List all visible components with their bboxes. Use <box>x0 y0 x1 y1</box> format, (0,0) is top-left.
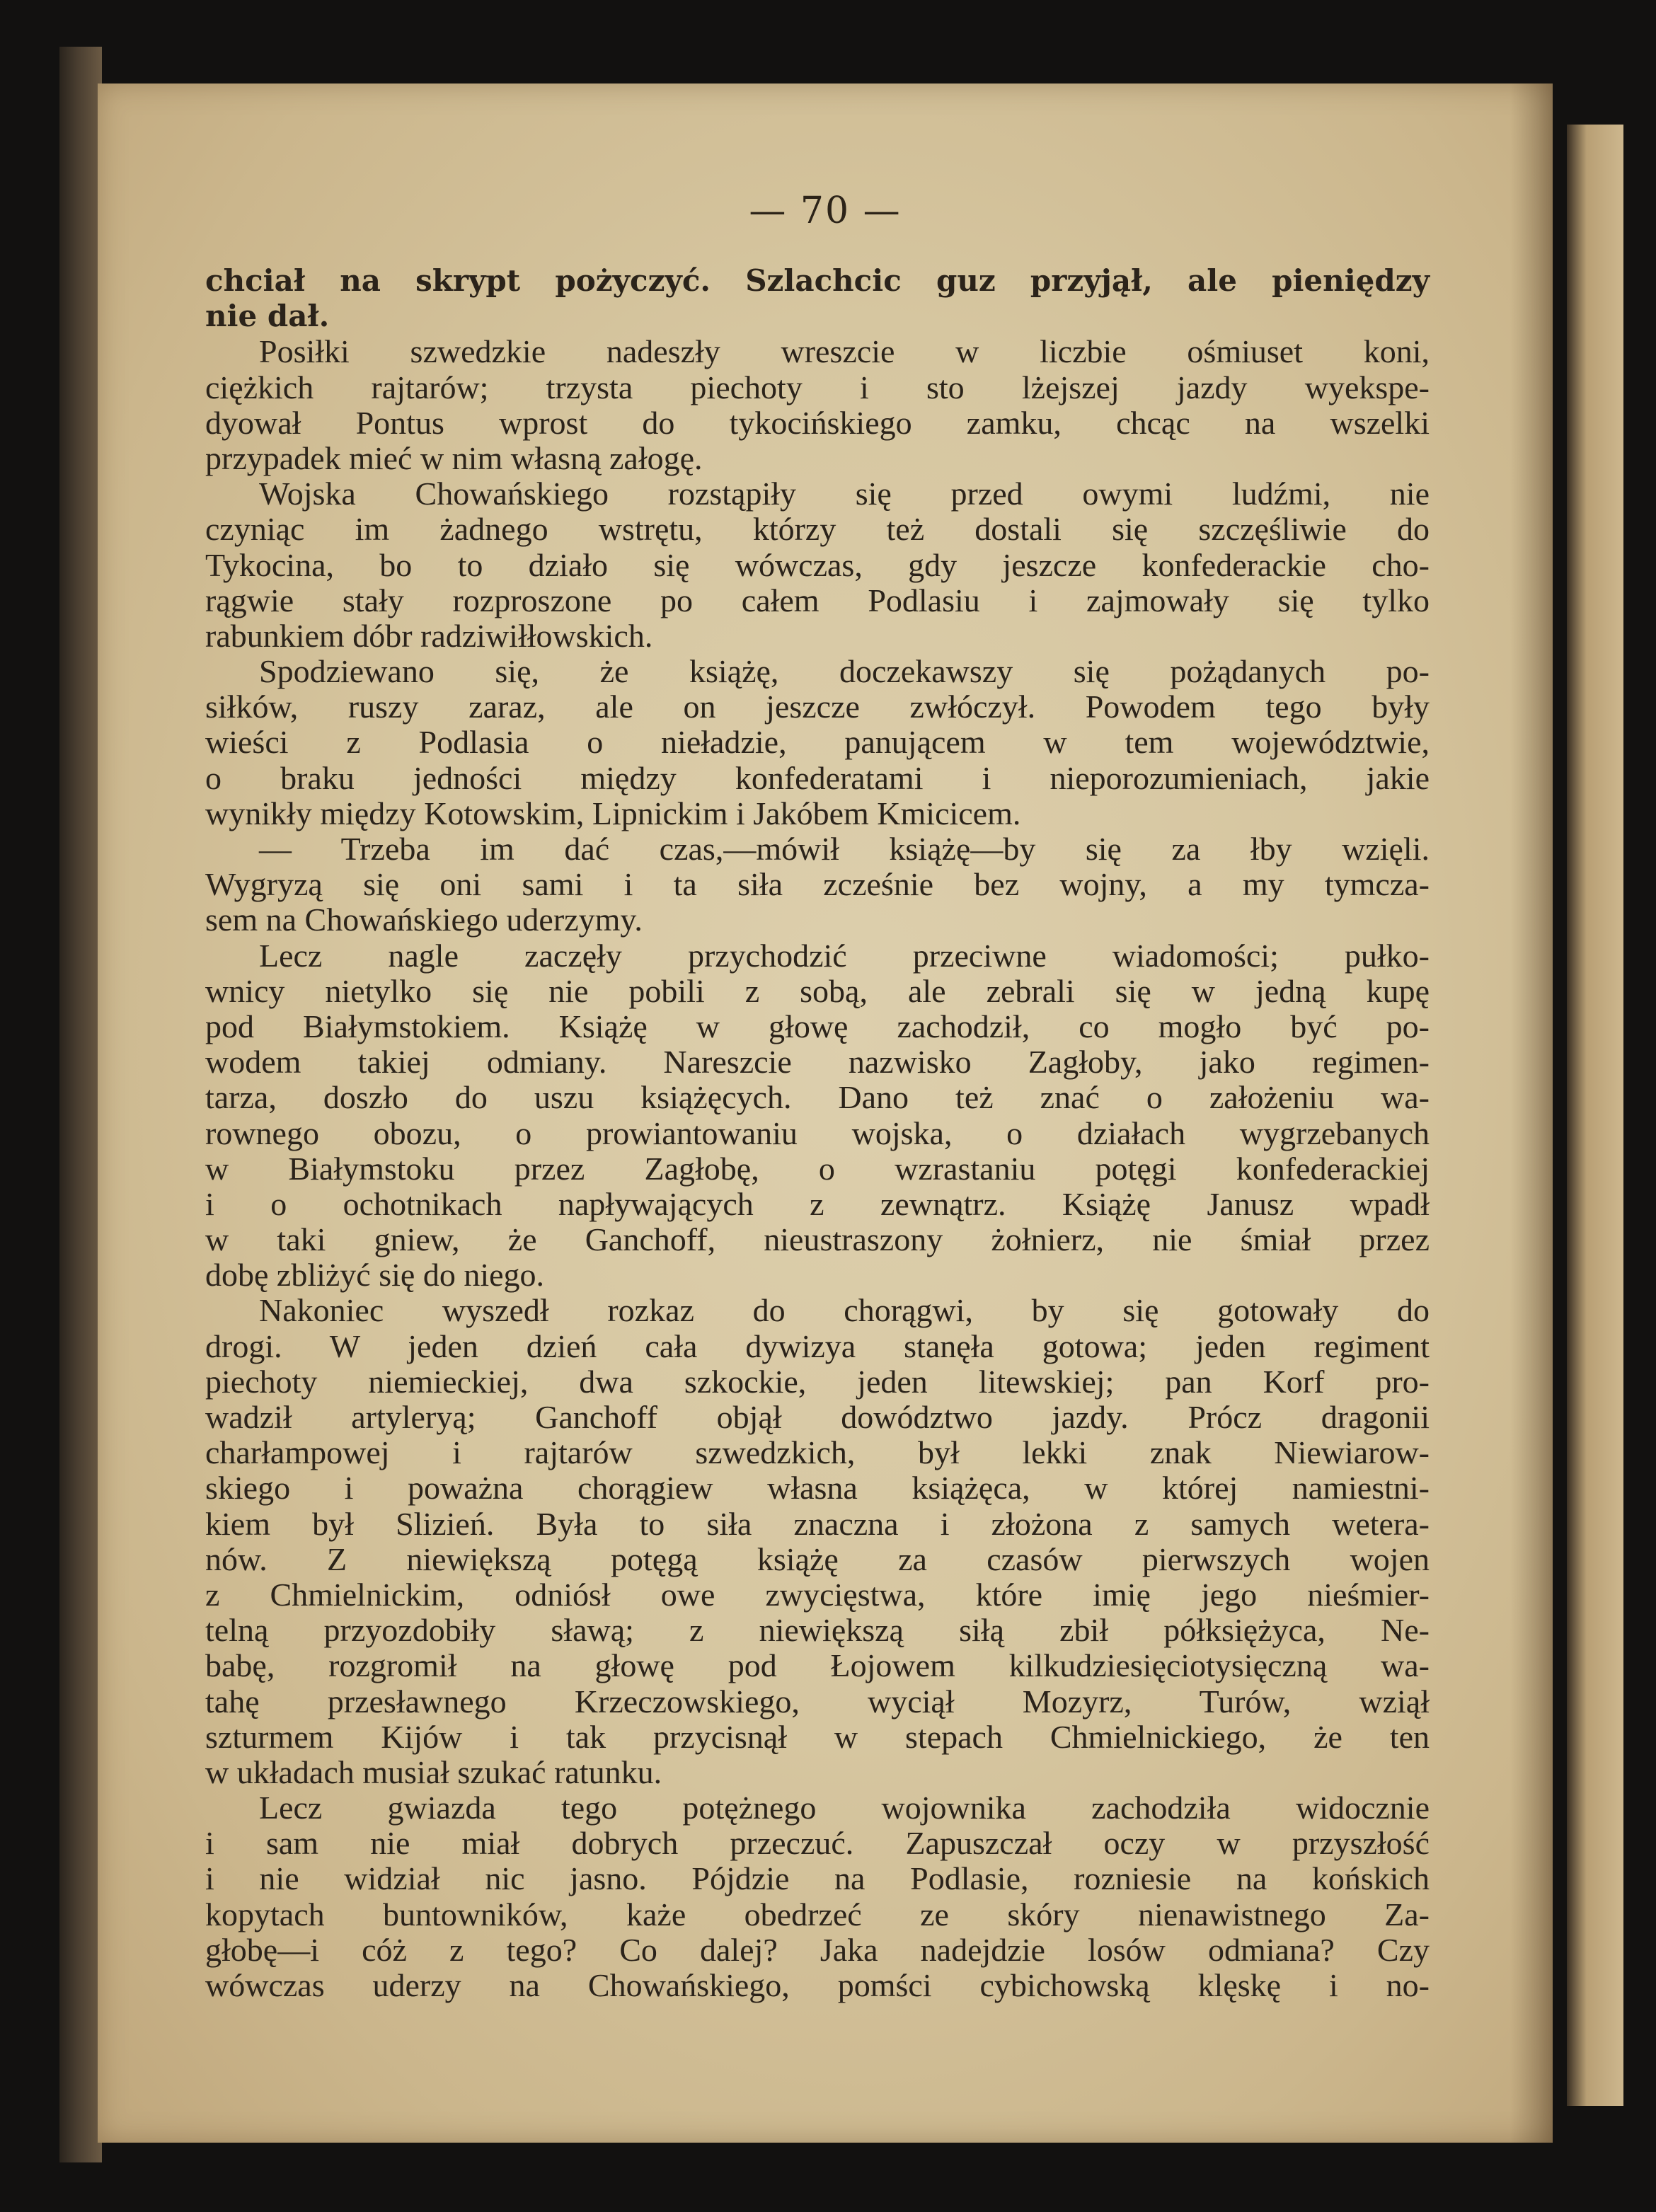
text-line: piechoty niemieckiej, dwa szkockie, jeden litewskiej; pan Korf pro- <box>205 1363 1430 1400</box>
text-line: z Chmielnickim, odniósł owe zwycięstwa, które imię jego nieśmier- <box>205 1576 1430 1613</box>
text-line: Lecz nagle zaczęły przychodzić przeciwne wiadomości; pułko- <box>259 937 1430 974</box>
text-line: nie dał. <box>205 299 330 334</box>
text-line: i o ochotnikach napływających z zewnątrz. Książę Janusz wpadł <box>205 1185 1430 1222</box>
text-line: kopytach buntowników, każe obedrzeć ze skóry nienawistnego Za- <box>205 1896 1430 1932</box>
text-line: siłków, ruszy zaraz, ale on jeszcze zwłóczył. Powodem tego były <box>205 689 1430 725</box>
text-line: czyniąc im żadnego wstrętu, którzy też dostali się szczęśliwie do <box>205 511 1430 548</box>
text-line: rownego obozu, o prowiantowaniu wojska, o działach wygrzebanych <box>205 1114 1430 1151</box>
text-line: chciał na skrypt pożyczyć. Szlachcic guz przyjął, ale pieniędzy <box>205 263 1430 298</box>
text-line: charłampowej i rajtarów szwedzkich, był lekki znak Niewiarow- <box>205 1434 1430 1471</box>
text-line: kiem był Slizień. Była to siła znaczna i złożona z samych wetera- <box>205 1505 1430 1542</box>
text-line: rągwie stały rozproszone po całem Podlasiu i zajmowały się tylko <box>205 582 1430 618</box>
adjacent-page-edge <box>1567 125 1623 2106</box>
text-line: Posiłki szwedzkie nadeszły wreszcie w liczbie ośmiuset koni, <box>259 333 1430 370</box>
text-line: telną przyozdobiły sławą; z niewiększą siłą zbił półksiężyca, Ne- <box>205 1612 1430 1649</box>
text-line: tarza, doszło do uszu książęcych. Dano też znać o założeniu wa- <box>205 1079 1430 1116</box>
text-line: o braku jedności między konfederatami i nieporozumieniach, jakie <box>205 759 1430 796</box>
text-line: wówczas uderzy na Chowańskiego, pomści cybichowską klęskę i no- <box>205 1967 1430 2003</box>
text-line: wnicy nietylko się nie pobili z sobą, ale zebrali się w jedną kupę <box>205 972 1430 1009</box>
text-line: wieści z Podlasia o nieładzie, panującem w tem województwie, <box>205 724 1430 761</box>
page-number: — 70 — <box>749 190 902 232</box>
text-line: drogi. W jeden dzień cała dywizya stanęła gotowa; jeden regiment <box>205 1327 1430 1364</box>
text-line: szturmem Kijów i tak przycisnął w stepach Chmielnickiego, że ten <box>205 1718 1430 1755</box>
text-line: w układach musiał szukać ratunku. <box>205 1753 662 1790</box>
text-line: skiego i poważna chorągiew własna książęca, w której namiestni- <box>205 1470 1430 1507</box>
book-binding-edge <box>59 47 102 2162</box>
text-line: wodem takiej odmiany. Nareszcie nazwisko Zagłoby, jako regimen- <box>205 1044 1430 1081</box>
text-line: babę, rozgromił na głowę pod Łojowem kilkudziesięciotysięczną wa- <box>205 1647 1430 1684</box>
text-line: i nie widział nic jasno. Pójdzie na Podlasie, rozniesie na końskich <box>205 1860 1430 1897</box>
text-line: przypadek mieć w nim własną załogę. <box>205 439 703 476</box>
text-line: głobę—i cóż z tego? Co dalej? Jaka nadejdzie losów odmiana? Czy <box>205 1931 1430 1968</box>
text-line: Tykocina, bo to działo się wówczas, gdy jeszcze konfederackie cho- <box>205 546 1430 583</box>
text-line: — Trzeba im dać czas,—mówił książę—by się za łby wzięli. <box>259 831 1430 867</box>
text-line: ciężkich rajtarów; trzysta piechoty i sto lżejszej jazdy wyekspe- <box>205 369 1430 405</box>
text-line: i sam nie miał dobrych przeczuć. Zapuszczał oczy w przyszłość <box>205 1825 1430 1862</box>
text-line: dobę zbliżyć się do niego. <box>205 1257 545 1294</box>
text-line: pod Białymstokiem. Książę w głowę zachodził, co mogło być po- <box>205 1008 1430 1044</box>
text-line: rabunkiem dóbr radziwiłłowskich. <box>205 617 653 654</box>
text-line: wadził artyleryą; Ganchoff objął dowództwo jazdy. Prócz dragonii <box>205 1399 1430 1435</box>
text-line: w Białymstoku przez Zagłobę, o wzrastaniu potęgi konfederackiej <box>205 1150 1430 1187</box>
text-line: Lecz gwiazda tego potężnego wojownika zachodziła widocznie <box>259 1790 1430 1826</box>
text-line: w taki gniew, że Ganchoff, nieustraszony żołnierz, nie śmiał przez <box>205 1221 1430 1258</box>
text-line: sem na Chowańskiego uderzymy. <box>205 901 643 938</box>
text-line: Wojska Chowańskiego rozstąpiły się przed owymi ludźmi, nie <box>259 476 1430 512</box>
text-line: wynikły między Kotowskim, Lipnickim i Jakóbem Kmicicem. <box>205 795 1021 831</box>
text-line: Nakoniec wyszedł rozkaz do chorągwi, by się gotowały do <box>259 1292 1430 1329</box>
text-line: tahę przesławnego Krzeczowskiego, wyciął Mozyrz, Turów, wziął <box>205 1683 1430 1720</box>
text-line: nów. Z niewiększą potęgą książę za czasów pierwszych wojen <box>205 1540 1430 1577</box>
text-line: Wygryzą się oni sami i ta siła zcześnie bez wojny, a my tymcza- <box>205 866 1430 903</box>
text-line: Spodziewano się, że książę, doczekawszy się pożądanych po- <box>259 653 1430 690</box>
text-line: dyował Pontus wprost do tykocińskiego zamku, chcąc na wszelki <box>205 404 1430 441</box>
page-gutter-shadow <box>1510 83 1553 2143</box>
page-body-text <box>205 263 1430 2003</box>
